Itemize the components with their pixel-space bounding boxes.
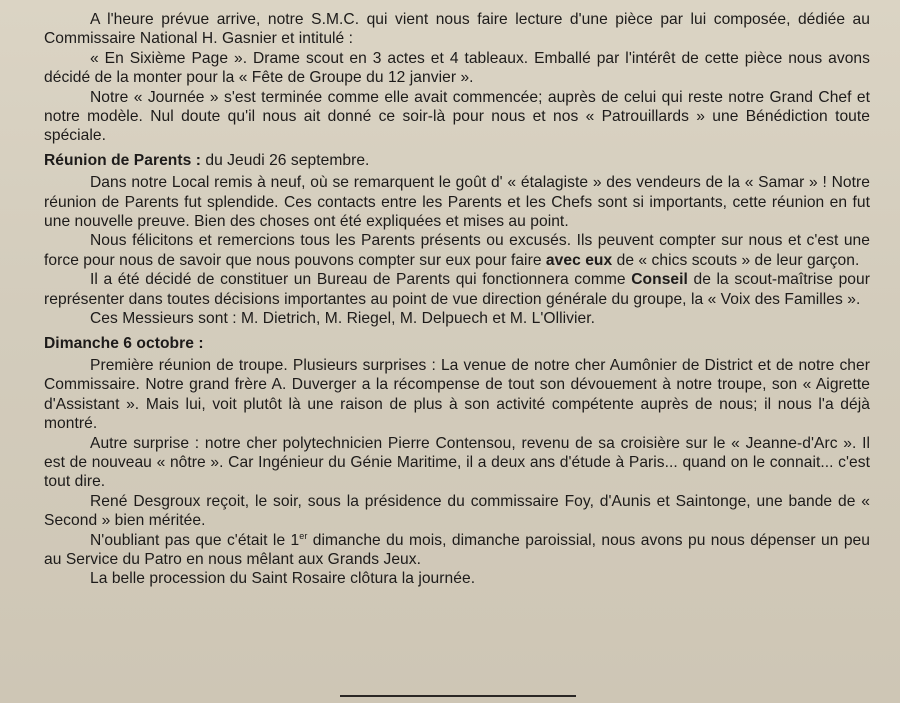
parents-paragraph-3: Il a été décidé de constituer un Bureau de Parents qui fonctionnera comme Conseil de la scout-maîtrise pour représenter dans toutes décisions importantes au point de vue direction générale du groupe, la « Voix des Familles ».: [44, 271, 870, 308]
dimanche-paragraph-4: N'oubliant pas que c'était le 1er dimanche du mois, dimanche paroissial, nous avons pu nous dépenser un peu au Service du Patro en nous mêlant aux Grands Jeux.: [44, 530, 870, 568]
parents-heading: Réunion de Parents :: [44, 151, 201, 169]
dimanche-paragraph-5: La belle procession du Saint Rosaire clôtura la journée.: [90, 570, 476, 588]
parents-paragraph-1: Dans notre Local remis à neuf, où se remarquent le goût d' « étalagiste » des vendeurs de la « Samar » ! Notre réunion de Parents fut splendide. Ces contacts entre les Parents et les Chefs sont si importants, cette réunion en fut une nouvelle preuve. Bien des choses ont été expliquées et mises au point.: [44, 174, 870, 231]
parents-paragraph-2: Nous félicitons et remercions tous les Parents présents ou excusés. Ils peuvent compter sur nous et c'est une force pour nous de savoir que nous pouvons compter sur eux pour faire avec eux de « chics scouts » de leur garçon.: [44, 232, 870, 269]
emphasis-avec-eux: avec eux: [545, 251, 613, 269]
dimanche-paragraph-3: René Desgroux reçoit, le soir, sous la présidence du commissaire Foy, d'Aunis et Saintonge, une bande de « Second » bien méritée.: [44, 492, 870, 530]
intro-paragraph-1: A l'heure prévue arrive, notre S.M.C. qui vient nous faire lecture d'une pièce par lui composée, dédiée au Commissaire National H. Gasnier et intitulé :: [44, 11, 870, 48]
intro-paragraph-3: Notre « Journée » s'est terminée comme elle avait commencée; auprès de celui qui reste notre Grand Chef et notre modèle. Nul doute qu'il nous ait donné ce soir-là pour nous et nos « Patrouillards » une Bénédiction toute spéciale.: [44, 88, 870, 145]
dimanche-paragraph-2: Autre surprise : notre cher polytechnicien Pierre Contensou, revenu de sa croisière sur le « Jeanne-d'Arc ». Il est de nouveau « nôtre ». Car Ingénieur du Génie Maritime, il a deux ans d'étude à Paris... quand on le connait... c'est tout dire.: [44, 434, 870, 491]
dimanche-heading: Dimanche 6 octobre :: [44, 334, 204, 352]
emphasis-conseil: Conseil: [631, 271, 688, 289]
parents-paragraph-4: Ces Messieurs sont : M. Dietrich, M. Riegel, M. Delpuech et M. L'Ollivier.: [90, 310, 595, 328]
parents-heading-line: [44, 151, 870, 170]
intro-paragraph-2: « En Sixième Page ». Drame scout en 3 actes et 4 tableaux. Emballé par l'intérêt de cette pièce nous avons décidé de la monter pour la « Fête de Groupe du 12 janvier ».: [44, 49, 870, 87]
section-end-rule: [340, 695, 576, 697]
parents-heading-date: du Jeudi 26 septembre.: [200, 151, 370, 169]
dimanche-paragraph-1: Première réunion de troupe. Plusieurs surprises : La venue de notre cher Aumônier de District et de notre cher Commissaire. Notre grand frère A. Duverger a la récompense de tout son dévouement à notre troupe, son « Aigrette d'Assistant ». Mais lui, voit plutôt là une raison de plus à son activité compétente auprès de nous; il nous l'a déjà montré.: [44, 356, 870, 433]
